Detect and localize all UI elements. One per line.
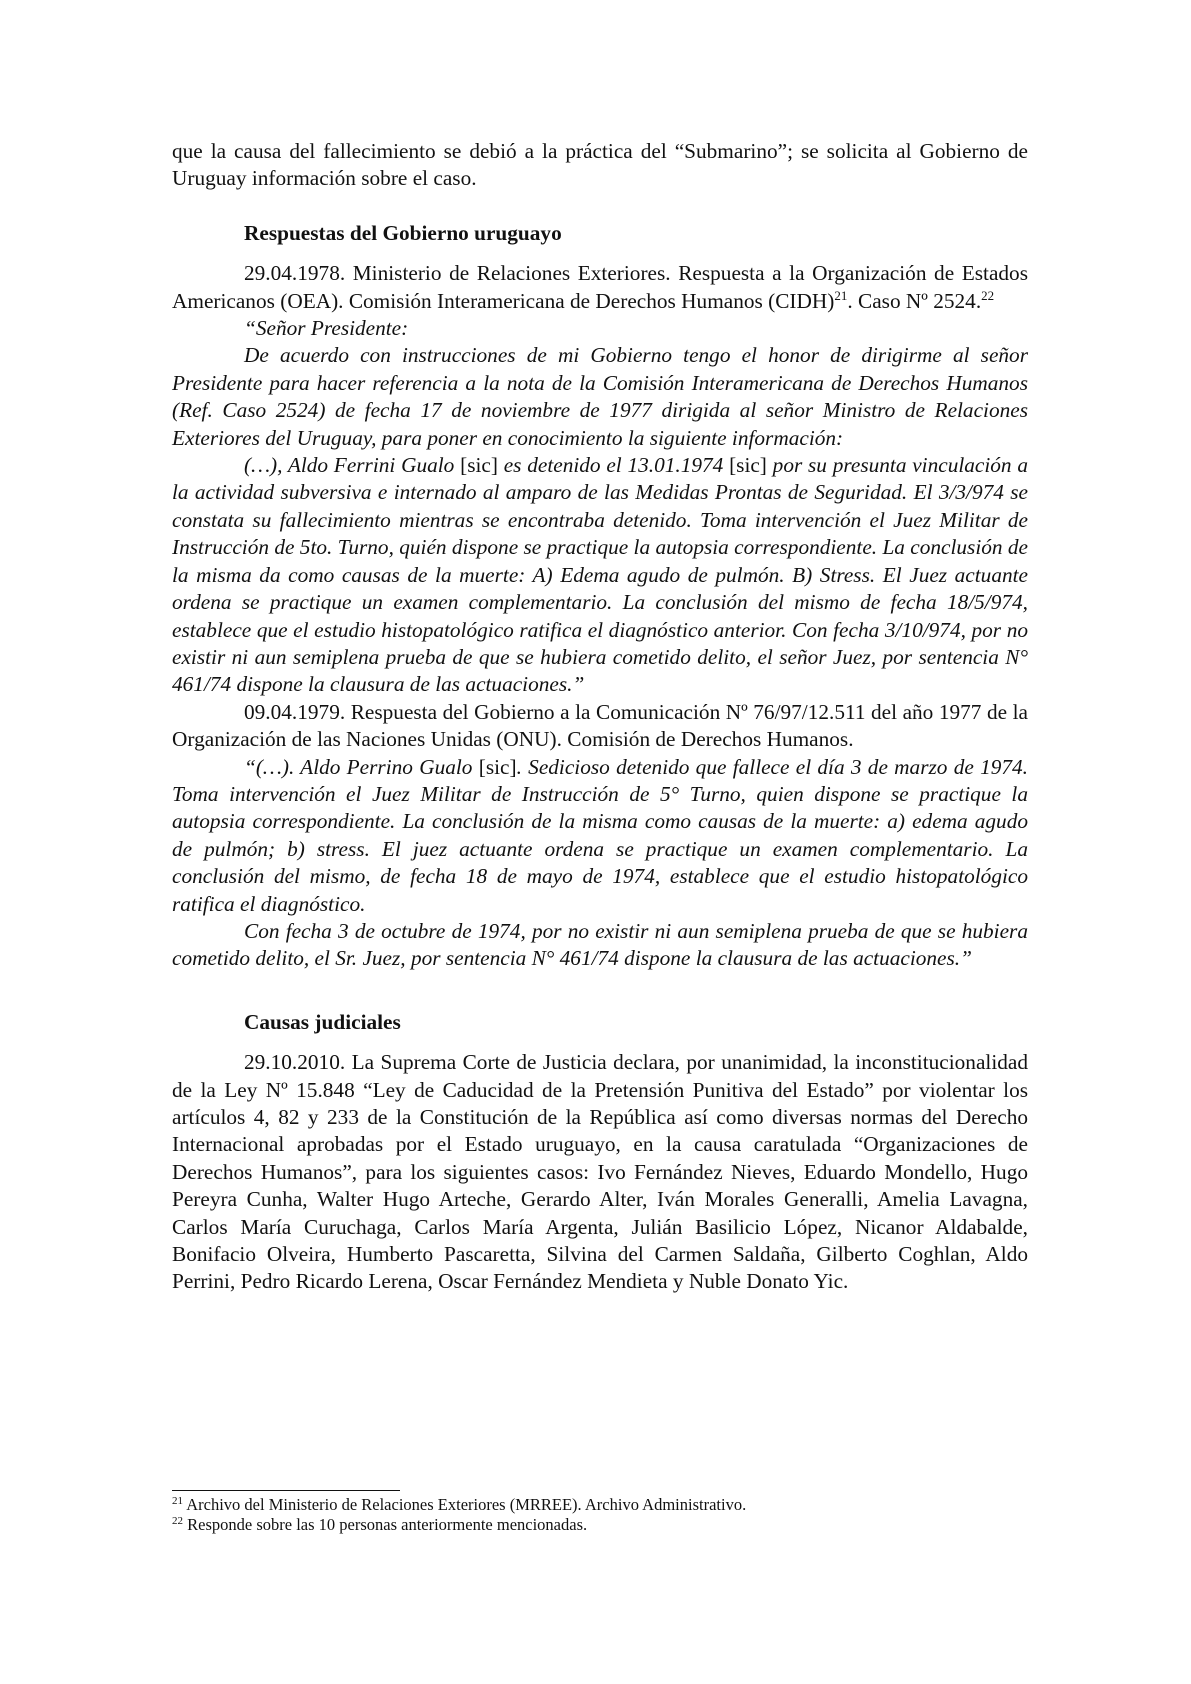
quote-1-paragraph-2	[172, 452, 1028, 699]
section-heading-causas: Causas judiciales	[244, 1009, 401, 1034]
footnote-21	[172, 1495, 1028, 1515]
entry-1978-text: 29.04.1978. Ministerio de Relaciones Exteriores. Respuesta a la Organización de Estados Americanos (OEA). Comisión Interamericana de Derechos Humanos (CIDH)	[172, 261, 1028, 313]
footnote-ref-21[interactable]: 21	[834, 287, 848, 303]
quote-2-paragraph-2: Con fecha 3 de octubre de 1974, por no existir ni aun semiplena prueba de que se hubiera cometido delito, el Sr. Juez, por sentencia N° 461/74 dispone la clausura de las actuaciones.”	[172, 918, 1028, 971]
sic-marker: [sic]	[478, 754, 517, 779]
causas-paragraph: 29.10.2010. La Suprema Corte de Justicia declara, por unanimidad, la inconstitucionalidad de la Ley Nº 15.848 “Ley de Caducidad de la Pretensión Punitiva del Estado” por violentar los artículos 4, 82 y 233 de la Constitución de la República así como diversas normas del Derecho Internacional aprobadas por el Estado uruguayo, en la causa caratulada “Organizaciones de Derechos Humanos”, para los siguientes casos: Ivo Fernández Nieves, Eduardo Mondello, Hugo Pereyra Cunha, Walter Hugo Arteche, Gerardo Alter, Iván Morales Generalli, Amelia Lavagna, Carlos María Curuchaga, Carlos María Argenta, Julián Basilicio López, Nicanor Aldabalde, Bonifacio Olveira, Humberto Pascaretta, Silvina del Carmen Saldaña, Gilberto Coghlan, Aldo Perrini, Pedro Ricardo Lerena, Oscar Fernández Mendieta y Nuble Donato Yic.	[172, 1050, 1028, 1294]
section-heading-respuestas: Respuestas del Gobierno uruguayo	[244, 220, 562, 245]
sic-marker: [sic]	[729, 453, 767, 478]
footnote-separator	[172, 1490, 400, 1491]
footnote-22	[172, 1515, 1028, 1535]
entry-1978	[172, 260, 1028, 315]
quote-2-paragraph-1	[172, 754, 1028, 918]
quote-1-paragraph-1: De acuerdo con instrucciones de mi Gobierno tengo el honor de dirigirme al señor Presidente para hacer referencia a la nota de la Comisión Interamericana de Derechos Humanos (Ref. Caso 2524) de fecha 17 de noviembre de 1977 dirigida al señor Ministro de Relaciones Exteriores del Uruguay, para poner en conocimiento la siguiente información:	[172, 343, 1028, 450]
footnote-text: Responde sobre las 10 personas anteriormente mencionadas.	[183, 1515, 588, 1534]
footnote-text: Archivo del Ministerio de Relaciones Exteriores (MRREE). Archivo Administrativo.	[183, 1495, 747, 1514]
page-body	[172, 138, 1028, 1296]
quote-salutation: “Señor Presidente:	[244, 316, 409, 341]
footnotes	[172, 1495, 1028, 1535]
entry-1979: 09.04.1979. Respuesta del Gobierno a la Comunicación Nº 76/97/12.511 del año 1977 de la Organización de las Naciones Unidas (ONU). Comisión de Derechos Humanos.	[172, 699, 1028, 752]
footnote-ref-22[interactable]: 22	[981, 287, 995, 303]
quote-1-text-a: (…), Aldo Ferrini Gualo	[244, 453, 455, 478]
quote-1-text-c: por su presunta vinculación a la actividad subversiva e internado al amparo de las Medidas Prontas de Seguridad. El 3/3/974 se constata su fallecimiento mientras se encontraba detenido. Toma intervención el Juez Militar de Instrucción de 5to. Turno, quién dispone se practique la autopsia correspondiente. La conclusión de la misma da como causas de la muerte: A) Edema agudo de pulmón. B) Stress. El Juez actuante ordena se practique un examen complementario. La conclusión del mismo de fecha 18/5/974, establece que el estudio histopatológico ratifica el diagnóstico anterior. Con fecha 3/10/974, por no existir ni aun semiplena prueba de que se hubiera cometido delito, el señor Juez, por sentencia N° 461/74 dispone la clausura de las actuaciones.”	[172, 453, 1028, 697]
sic-marker: [sic]	[460, 453, 498, 478]
quote-2-text-b: . Sedicioso detenido que fallece el día 3 de marzo de 1974. Toma intervención el Juez Militar de Instrucción de 5° Turno, quien dispone se practique la autopsia correspondiente. La conclusión de la misma como causas de la muerte: a) edema agudo de pulmón; b) stress. El juez actuante ordena se practique un examen complementario. La conclusión del mismo, de fecha 18 de mayo de 1974, establece que el estudio histopatológico ratifica el diagnóstico.	[172, 754, 1028, 916]
quote-2-text-a: “(…). Aldo Perrino Gualo	[244, 754, 473, 779]
footnote-number: 21	[172, 1495, 183, 1507]
intro-paragraph: que la causa del fallecimiento se debió a la práctica del “Submarino”; se solicita al Gobierno de Uruguay información sobre el caso.	[172, 139, 1028, 191]
entry-1978-case: . Caso Nº 2524.	[847, 288, 982, 313]
quote-1-text-b: es detenido el 13.01.1974	[503, 453, 724, 478]
footnote-number: 22	[172, 1515, 183, 1527]
